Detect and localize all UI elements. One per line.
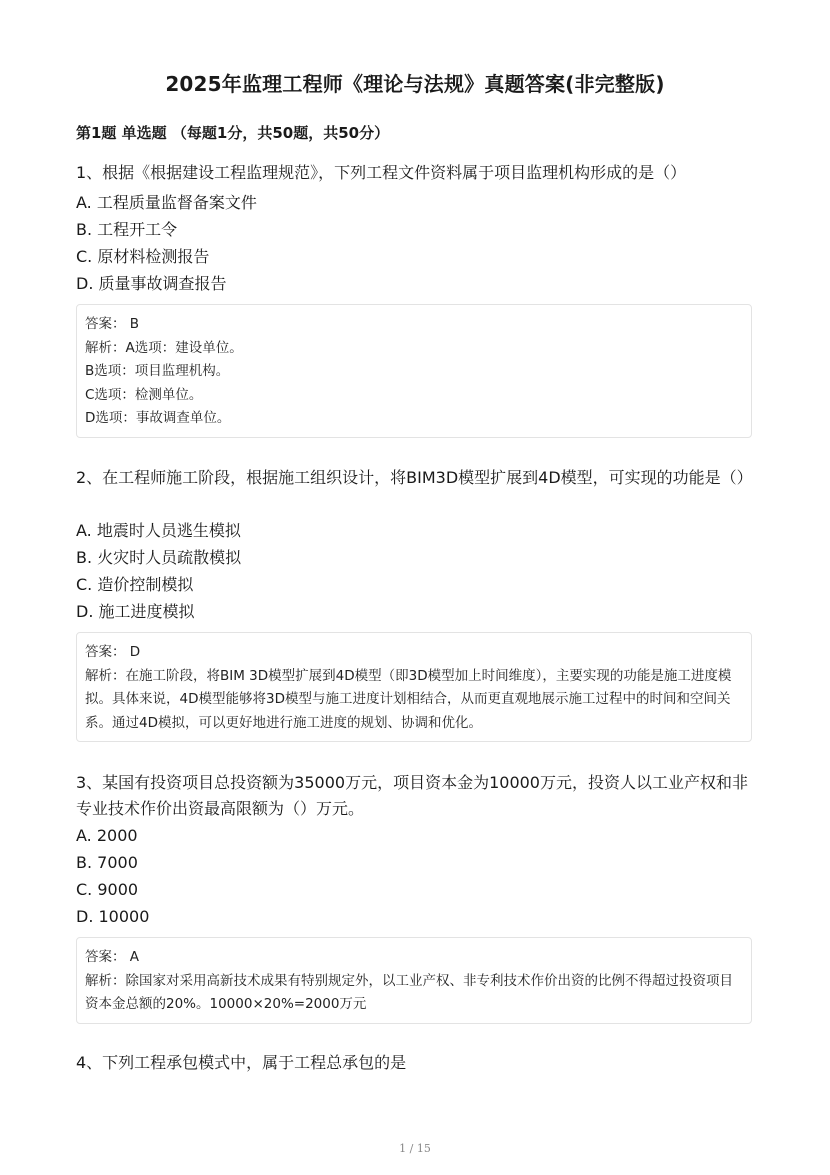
answer-2: 答案： D [85,644,141,660]
option-1d: D. 质量事故调查报告 [76,274,227,293]
analysis-1-line-3: C选项：检测单位。 [85,386,203,403]
answer-1: 答案： B [85,316,140,332]
answer-box-1 [76,304,752,438]
answer-box-3 [76,937,752,1024]
analysis-2: 解析：在施工阶段，将BIM 3D模型扩展到4D模型（即3D模型加上时间维度），主要实现的功能是施工进度模拟。具体来说，4D模型能够将3D模型与施工进度计划相结合，从而更直观地展示施工过程中的时间和空间关系。通过4D模拟，可以更好地进行施工进度的规划、协调和优化。 [85,667,732,731]
analysis-1-line-1: 解析：A选项：建设单位。 [85,339,243,356]
option-3d: D. 10000 [76,907,150,926]
question-stem-4: 4、下列工程承包模式中，属于工程总承包的是 [76,1053,407,1072]
option-3c: C. 9000 [76,880,139,899]
option-3a: A. 2000 [76,826,138,845]
option-2b: B. 火灾时人员疏散模拟 [76,548,242,567]
question-stem-2: 2、在工程师施工阶段，根据施工组织设计，将BIM3D模型扩展到4D模型，可实现的功能是（） [76,468,753,487]
option-1a: A. 工程质量监督备案文件 [76,193,257,212]
option-1c: C. 原材料检测报告 [76,247,210,266]
option-2d: D. 施工进度模拟 [76,602,195,621]
option-1b: B. 工程开工令 [76,220,178,239]
analysis-3: 解析：除国家对采用高新技术成果有特别规定外，以工业产权、非专利技术作价出资的比例不得超过投资项目资本金总额的20%。10000×20%=2000万元 [85,972,733,1012]
analysis-1-line-4: D选项：事故调查单位。 [85,410,231,426]
answer-3: 答案： A [85,949,140,965]
option-2a: A. 地震时人员逃生模拟 [76,521,241,540]
question-stem-3: 3、某国有投资项目总投资额为35000万元，项目资本金为10000万元，投资人以工业产权和非专业技术作价出资最高限额为（）万元。 [76,773,748,818]
question-stem-1: 1、根据《根据建设工程监理规范》，下列工程文件资料属于项目监理机构形成的是（） [76,163,687,182]
option-2c: C. 造价控制模拟 [76,575,194,594]
answer-box-2 [76,632,752,742]
option-3b: B. 7000 [76,853,138,872]
page-number: 1 / 15 [399,1142,431,1155]
analysis-1-line-2: B选项：项目监理机构。 [85,363,230,379]
page-title: 2025年监理工程师《理论与法规》真题答案(非完整版) [165,72,665,96]
section-title: 第1题 单选题 （每题1分，共50题，共50分） [76,124,390,142]
